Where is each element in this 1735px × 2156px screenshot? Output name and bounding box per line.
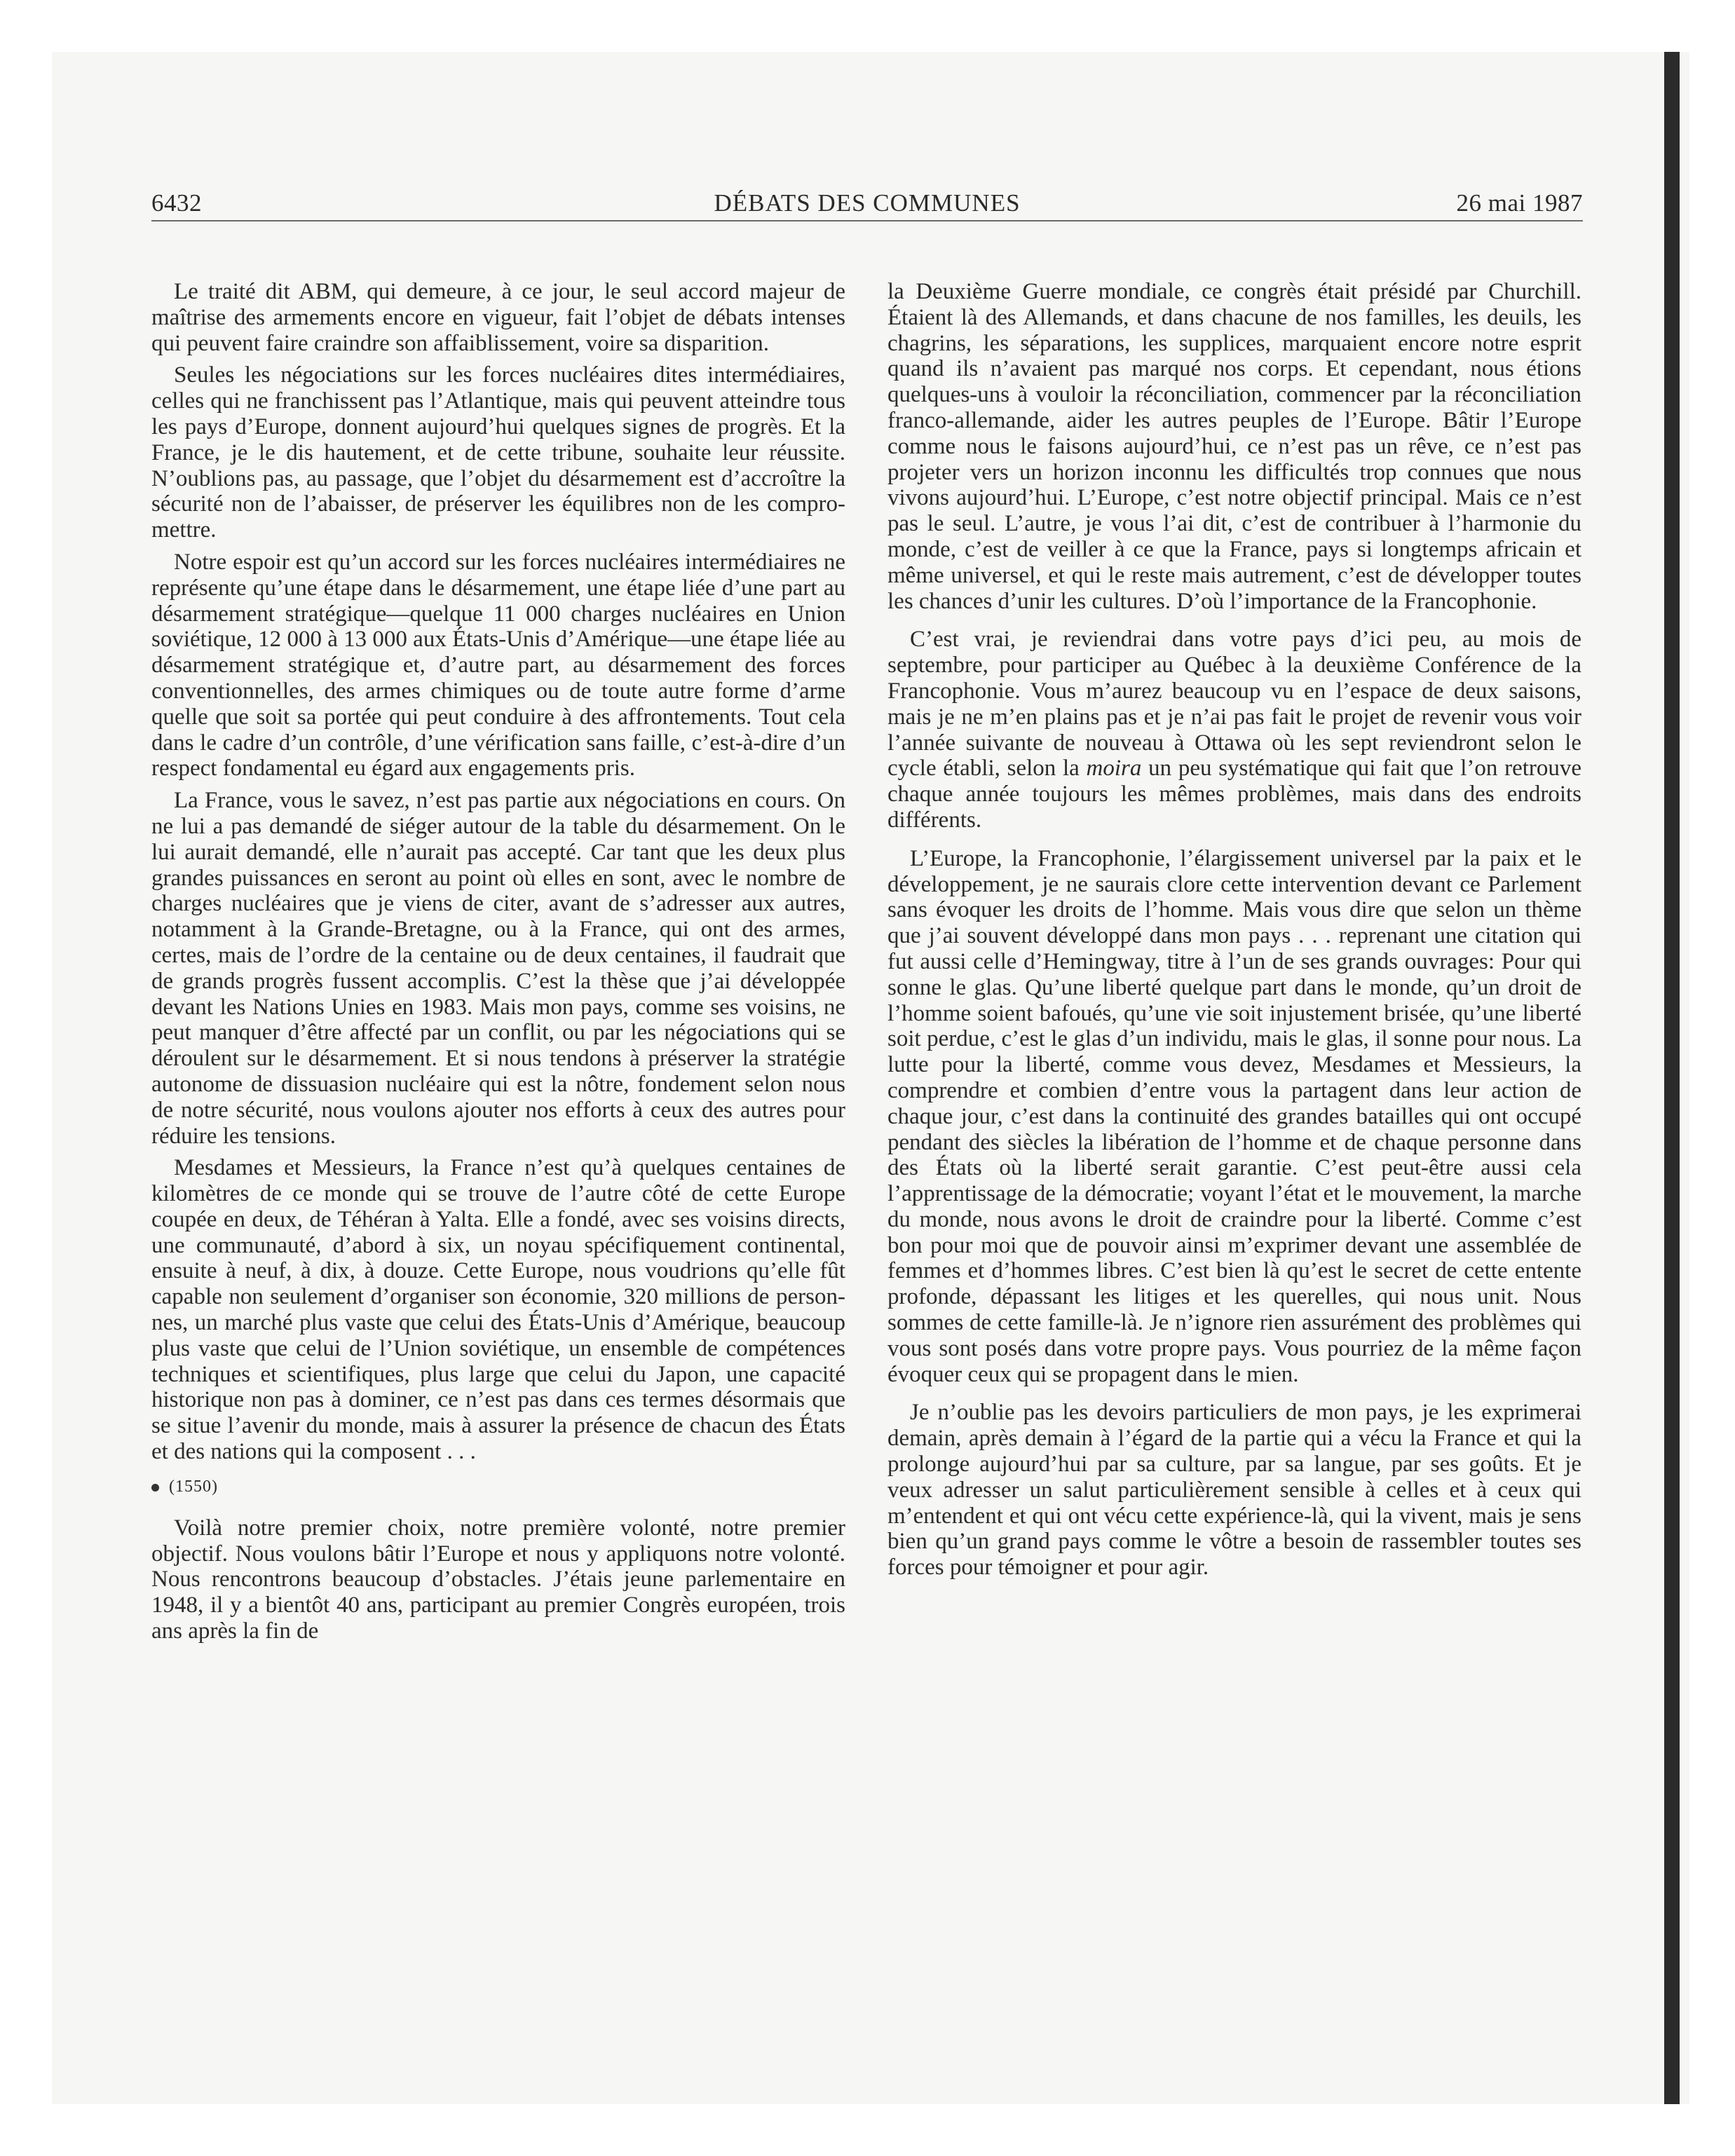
paragraph: La France, vous le savez, n’est pas partie aux négociations en cours. On ne lui a pas demandé de siéger autour de la table du désarmement. On le lui aurait demandé, elle n’aurait pas accepté. Car tant que les deux plus grandes puissances en seront au point où elles en sont, avec le nombre de charges nucléaires que je viens de citer, avant de s’adresser aux autres, notamment à la Grande-Bretagne, ou à la France, qui ont des armes, certes, mais de l’ordre de la centaine ou de deux centaines, il faudrait que de grands progrès fussent accomplis. C’est la thèse que j’ai développée devant les Nations Unies en 1983. Mais mon pays, comme ses voisins, ne peut manquer d’être affecté par un conflit, ou par les négociations qui se déroulent sur le désarmement. Et si nous tendons à préserver la stratégie autonome de dissuasion nucléaire qui est la nôtre, fondement selon nous de notre sécurité, nous voulons ajouter nos efforts à ceux des autres pour réduire les tensions. bbox=[151, 788, 845, 1149]
paragraph: Seules les négociations sur les forces nucléaires dites intermédiaires, celles qui ne franchissent pas l’Atlantique, mais qui peuvent atteindre tous les pays d’Europe, donnent aujourd’hui quelques signes de progrès. Et la France, je le dis hautement, et de cette tribune, souhaite leur réussite. N’oublions pas, au passage, que l’objet du désarmement est d’accroître la sécurité non de l’abaisser, de préserver les équilibres non de les compromettre. bbox=[151, 362, 845, 543]
paragraph bbox=[887, 627, 1581, 833]
journal-title: DÉBATS DES COMMUNES bbox=[714, 189, 1021, 217]
page-number: 6432 bbox=[151, 189, 202, 217]
binding-edge bbox=[1664, 52, 1680, 2104]
time-marker bbox=[151, 1476, 845, 1497]
paragraph: Voilà notre premier choix, notre première volonté, notre premier objectif. Nous voulons bâtir l’Europe et nous y appliquons notre volonté. Nous rencontrons beaucoup d’obstacles. J’étais jeune parlementaire en 1948, il y a bientôt 40 ans, participant au premier Congrès européen, trois ans après la fin de bbox=[151, 1515, 845, 1644]
time-marker-label: (1550) bbox=[169, 1477, 218, 1496]
paragraph: Je n’oublie pas les devoirs particuliers de mon pays, je les exprimerai demain, après demain à l’égard de la partie qui a vécu la France et qui la prolonge aujourd’hui par sa culture, par sa langue, par ses goûts. Et je veux adresser un salut particulièrement sensible à celles et à ceux qui m’entendent et qui ont vécu cette expérience-là, qui la vivent, mais je sens bien qu’un grand pays comme le vôtre a besoin de rassembler toutes ses forces pour témoigner et pour agir. bbox=[887, 1400, 1581, 1581]
paragraph-text: C’est vrai, je reviendrai dans votre pays d’ici peu, au mois de septembre, pour participer au Québec à la deuxième Conférence de la Francophonie. Vous m’aurez beaucoup vu en l’espace de deux saisons, mais je ne m’en plains pas et je n’ai pas fait le projet de revenir vous voir l’année suivante de nouveau à Ottawa où les sept reviendront selon le cycle établi, selon la bbox=[887, 627, 1581, 782]
paragraph-continued: la Deuxième Guerre mondiale, ce congrès était présidé par Churchill. Étaient là des Allemands, et dans chacune de nos familles, les deuils, les chagrins, les séparations, les supplices, marquaient encore notre esprit quand ils n’avaient pas marqué nos corps. Et cependant, nous étions quelques-uns à vouloir la réconciliation, commencer par la réconciliation franco-allemande, aider les autres peuples de l’Europe. Bâtir l’Europe comme nous le faisons aujourd’hui, ce n’est pas un rêve, ce n’est pas projeter vers un horizon inconnu les difficultés trop connues que nous vivons aujourd’hui. L’Europe, c’est notre objectif principal. Mais ce n’est pas le seul. L’autre, je vous l’ai dit, c’est de contribuer à l’harmonie du monde, c’est de veiller à ce que la France, pays si longtemps africain et même universel, et qui le reste mais autrement, c’est de développer toutes les chances d’unir les cultures. D’où l’importance de la Francophonie. bbox=[887, 279, 1581, 614]
paragraph: Notre espoir est qu’un accord sur les forces nucléaires intermédiaires ne représente qu’une étape dans le désarmement, une étape liée d’une part au désarmement stratégique—quelque 11 000 charges nucléaires en Union soviétique, 12 000 à 13 000 aux États-Unis d’Amérique—une étape liée au désarmement stratégique et, d’autre part, au désarmement des forces conventionnelles, des armes chimiques ou de toute autre forme d’arme quelle que soit sa portée qui peut conduire à des affrontements. Tout cela dans le cadre d’un contrôle, d’une vérification sans faille, c’est-à-dire d’un respect fondamental eu égard aux engagements pris. bbox=[151, 549, 845, 782]
paragraph: Le traité dit ABM, qui demeure, à ce jour, le seul accord majeur de maîtrise des armements encore en vigueur, fait l’objet de débats intenses qui peuvent faire craindre son affaiblissement, voire sa disparition. bbox=[151, 279, 845, 356]
italic-term: moira bbox=[1086, 756, 1142, 782]
left-column bbox=[151, 279, 845, 1651]
paragraph-text: un peu systématique qui fait que l’on retrouve chaque année toujours les mêmes problèmes, mais dans des endroits différents. bbox=[887, 756, 1582, 833]
bullet-icon bbox=[151, 1484, 159, 1492]
running-header bbox=[151, 184, 1583, 221]
paragraph: L’Europe, la Francophonie, l’élargissement universel par la paix et le développement, je ne saurais clore cette intervention devant ce Parlement sans évoquer les droits de l’homme. Mais vous dire que selon un thème que j’ai souvent développé dans mon pays . . . reprenant une citation qui fut aussi celle d’Hemingway, titre à l’un de ses grands ouvrages: Pour qui sonne le glas. Qu’une liberté quelque part dans le monde, qu’un droit de l’homme soient bafoués, qu’une vie soit injustement brisée, qu’une liberté soit perdue, c’est le glas d’un individu, mais le glas, il sonne pour nous. La lutte pour la liberté, comme vous devez, Mesdames et Messieurs, la comprendre et combien d’entre vous la partagent dans leur action de chaque jour, c’est dans la continuité des grandes batailles qui ont occupé pendant des siècles la libération de l’homme et de chaque personne dans des États où la liberté serait garantie. C’est peut-être aussi cela l’apprentissage de la démocratie; voyant l’état et le mouvement, la marche du monde, nous avons le droit de craindre pour la liberté. Comme c’est bon pour moi que de pouvoir ainsi m’exprimer devant une assemblée de femmes et d’hommes libres. C’est bien là qu’est le secret de cette entente profonde, dépassant les litiges et les querelles, qui nous unit. Nous sommes de cette famille-là. Je n’ignore rien assurément des problèmes qui vous sont posés dans votre propre pays. Vous pourriez de la même façon évoquer ceux qui se propagent dans le mien. bbox=[887, 845, 1581, 1387]
right-column bbox=[887, 279, 1581, 1587]
issue-date: 26 mai 1987 bbox=[1456, 189, 1583, 217]
paragraph: Mesdames et Messieurs, la France n’est qu’à quelques centaines de kilomètres de ce monde qui se trouve de l’autre côté de cette Europe coupée en deux, de Téhéran à Yalta. Elle a fondé, avec ses voisins directs, une communauté, d’abord à six, un noyau spécifiquement continental, ensuite à neuf, à dix, à douze. Cette Europe, nous voudrions qu’elle fût capable non seulement d’organiser son économie, 320 millions de personnes, un marché plus vaste que celui des États-Unis d’Amérique, beaucoup plus vaste que celui de l’Union soviétique, un ensemble de compétences techniques et scientifiques, plus large que celui du Japon, une capacité historique non pas à dominer, ce n’est pas dans ces termes désormais que se situe l’avenir du monde, mais à assurer la présence de chacun des États et des nations qui la composent . . . bbox=[151, 1155, 845, 1465]
